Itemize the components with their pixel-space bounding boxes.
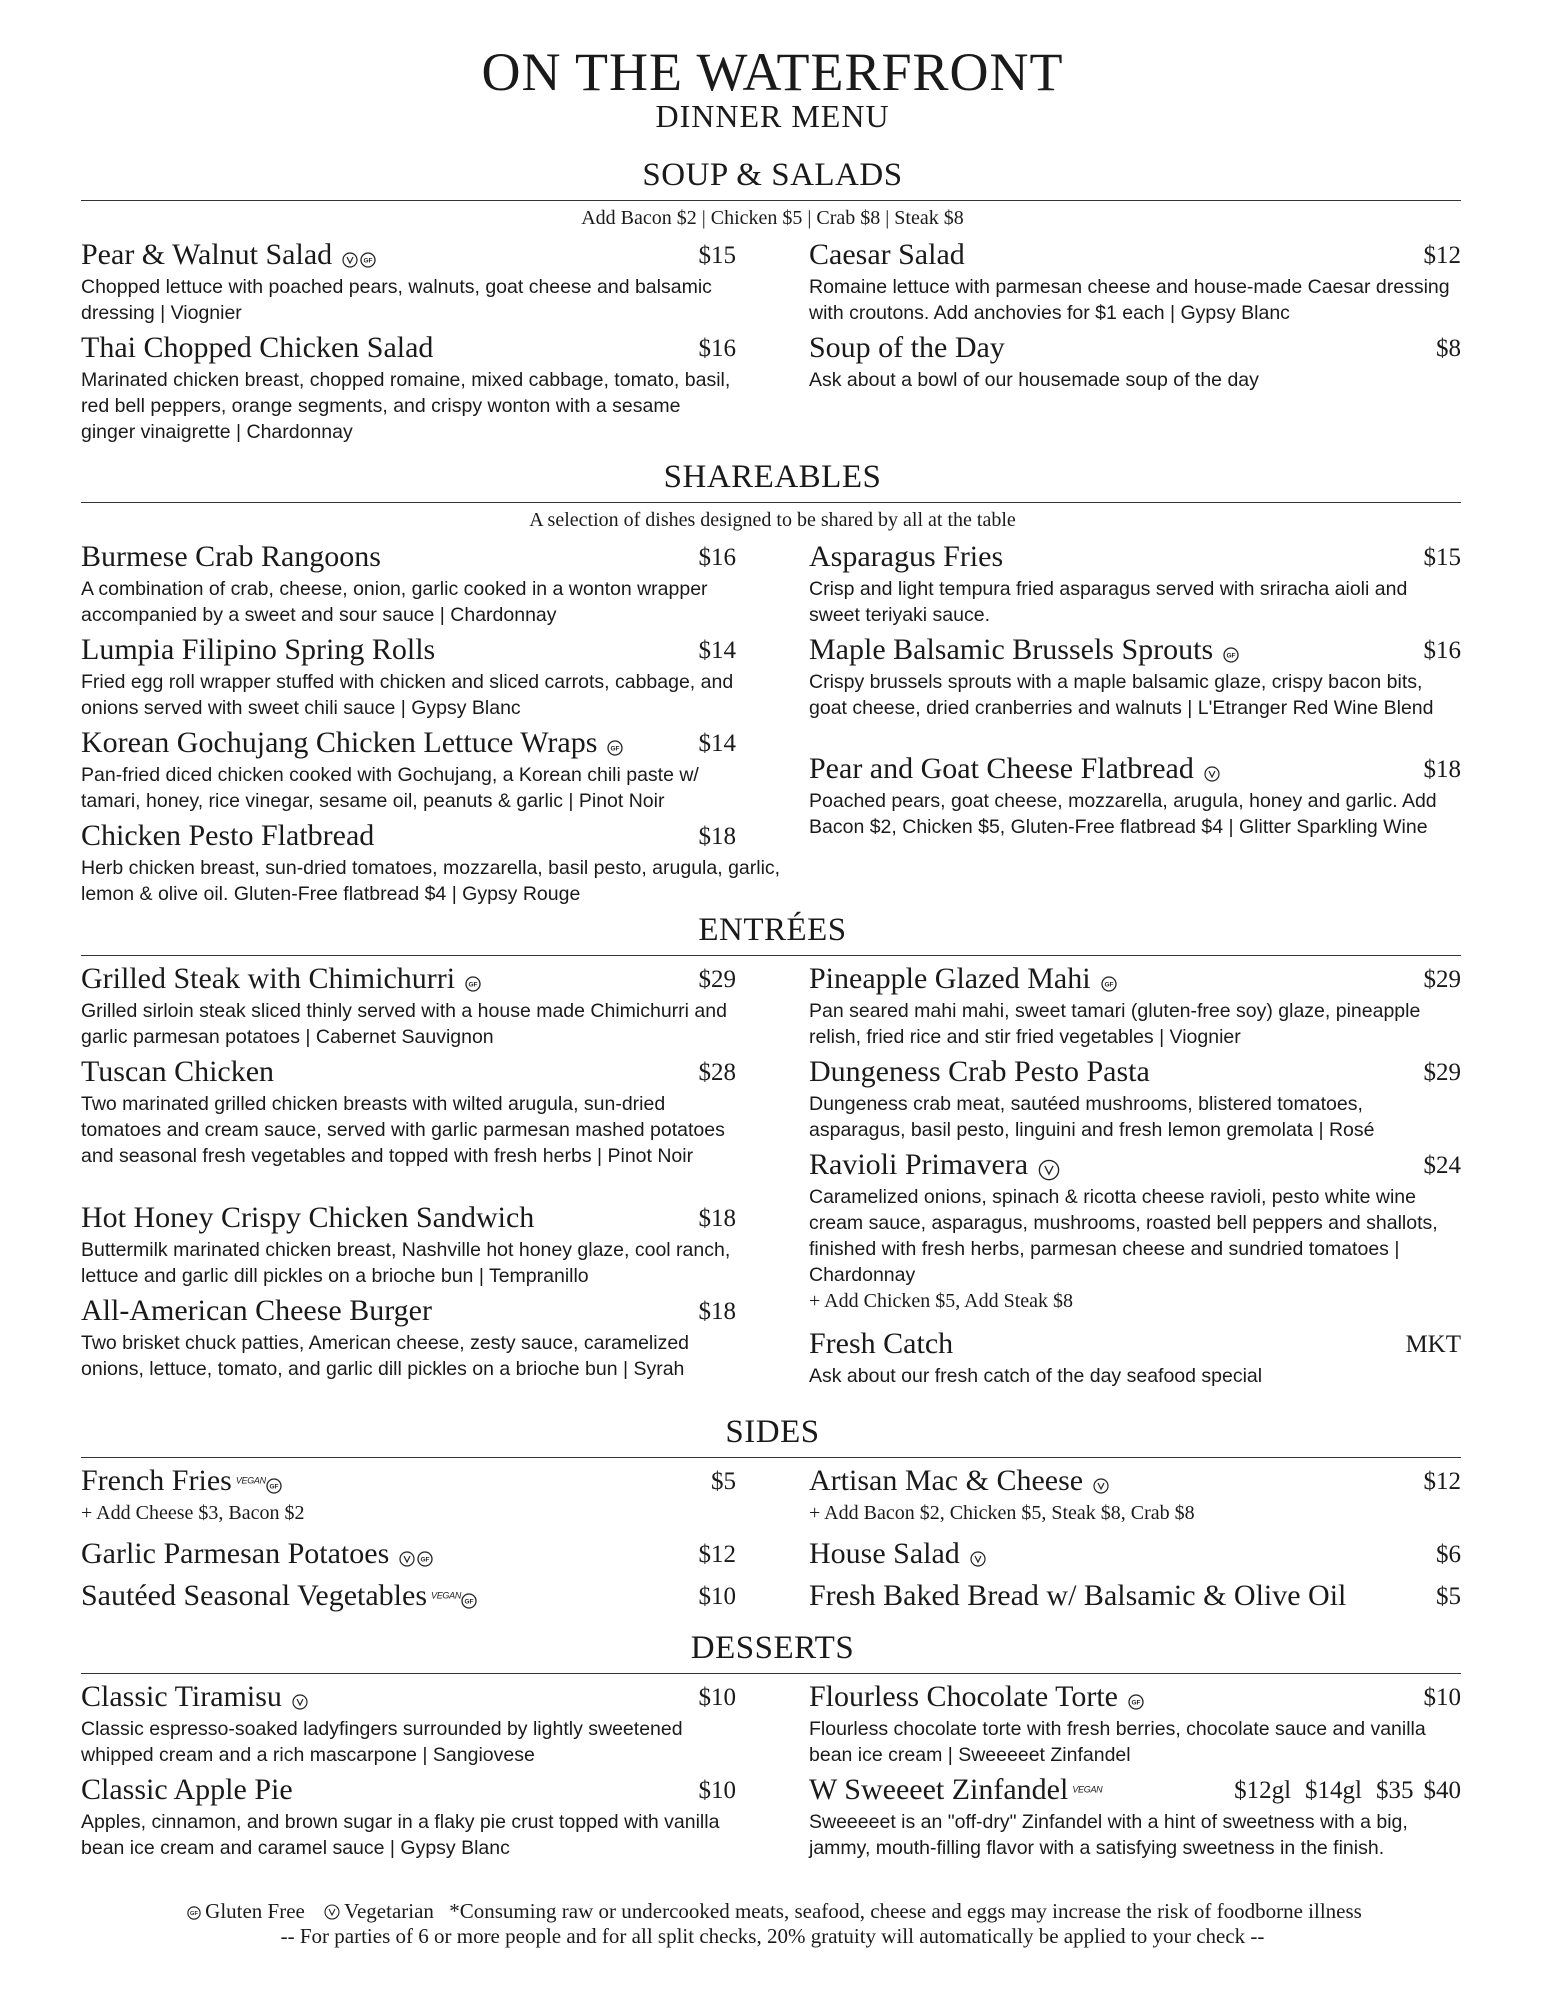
item-price: $12 (1423, 1468, 1461, 1495)
gluten-free-icon (360, 252, 376, 268)
item-name: Fresh Catch (809, 1327, 954, 1360)
svg-text:GF: GF (1131, 1699, 1141, 1707)
section-divider (81, 1457, 1461, 1458)
item-price: $16 (1423, 637, 1461, 664)
item-name: Tuscan Chicken (81, 1055, 275, 1088)
item-price: $28 (698, 1059, 736, 1086)
item-description: Flourless chocolate torte with fresh berries, chocolate sauce and vanilla bean ice cream | Sweeeeet Zinfandel (809, 1718, 1426, 1766)
menu-item (81, 1294, 736, 1382)
item-description: Crisp and light tempura fried asparagus served with sriracha aioli and sweet teriyaki sauce. (809, 578, 1408, 626)
item-name: Flourless Chocolate Torte (809, 1680, 1118, 1713)
item-price: $10 (1423, 1684, 1461, 1711)
item-name: House Salad (809, 1537, 960, 1570)
menu-item (809, 1464, 1461, 1526)
menu-item (809, 331, 1461, 393)
gluten-free-icon (1223, 647, 1239, 663)
item-price: $16 (698, 335, 736, 362)
item-description: Ask about a bowl of our housemade soup of the day (809, 369, 1259, 391)
menu-item (809, 1148, 1461, 1314)
menu-item (809, 1579, 1461, 1615)
vegetarian-icon (1093, 1478, 1109, 1494)
menu-item (81, 726, 736, 814)
legend-gluten-free: Gluten Free (205, 1899, 305, 1923)
section-note-shareables: A selection of dishes designed to be shared by all at the table (529, 509, 1016, 531)
menu-item (809, 1537, 1461, 1573)
section-divider (81, 200, 1461, 201)
item-description: Grilled sirloin steak sliced thinly served with a house made Chimichurri and garlic parmesan potatoes | Cabernet Sauvignon (81, 1000, 727, 1048)
vegan-label: VEGAN (235, 1475, 266, 1486)
svg-text:GF: GF (269, 1483, 279, 1491)
item-price: $18 (698, 1205, 736, 1232)
item-description: Fried egg roll wrapper stuffed with chicken and sliced carrots, cabbage, and onions served with sweet chili sauce | Gypsy Blanc (81, 671, 734, 719)
vegetarian-icon (342, 252, 358, 268)
item-price: $12 (698, 1541, 736, 1568)
item-description: Caramelized onions, spinach & ricotta cheese ravioli, pesto white wine cream sauce, asparagus, mushrooms, roasted bell peppers and shallots, finished with fresh herbs, parmesan cheese and sundried tomatoes | Chardonnay (809, 1186, 1438, 1286)
item-name: Classic Tiramisu (81, 1680, 282, 1713)
item-name: Hot Honey Crispy Chicken Sandwich (81, 1201, 535, 1234)
vegan-label: VEGAN (1072, 1784, 1103, 1795)
item-name: Soup of the Day (809, 331, 1005, 364)
item-name: Pineapple Glazed Mahi (809, 962, 1091, 995)
menu-item (809, 1680, 1461, 1768)
svg-text:GF: GF (190, 1911, 199, 1918)
vegan-label: VEGAN (431, 1590, 462, 1601)
item-name: Garlic Parmesan Potatoes (81, 1537, 390, 1570)
item-description: Herb chicken breast, sun-dried tomatoes, mozzarella, basil pesto, arugula, garlic, lemon & olive oil. Gluten-Free flatbread $4 | Gypsy Rouge (81, 857, 781, 905)
menu-item (81, 331, 736, 445)
item-description: Classic espresso-soaked ladyfingers surrounded by lightly sweetened whipped cream and a rich mascarpone | Sangiovese (81, 1718, 683, 1766)
svg-text:GF: GF (610, 745, 620, 753)
menu-item (809, 1327, 1461, 1389)
section-heading-entrees: ENTRÉES (698, 912, 847, 948)
item-description: Sweeeeet is an "off-dry" Zinfandel with a hint of sweetness with a big, jammy, mouth-filling flavor with a satisfying sweetness in the finish. (809, 1811, 1408, 1859)
menu-item (81, 1464, 736, 1526)
section-note-addons: Add Bacon $2 | Chicken $5 | Crab $8 | Steak $8 (581, 207, 964, 229)
menu-item (81, 1537, 736, 1573)
svg-text:GF: GF (420, 1556, 430, 1564)
item-price: $18 (1423, 756, 1461, 783)
item-description: Buttermilk marinated chicken breast, Nashville hot honey glaze, cool ranch, lettuce and garlic dill pickles on a brioche bun | Tempranillo (81, 1239, 731, 1287)
item-addon-note: + Add Chicken $5, Add Steak $8 (809, 1290, 1074, 1312)
item-price: $16 (698, 544, 736, 571)
menu-item (81, 1201, 736, 1289)
section-divider (81, 502, 1461, 503)
item-name: Pear and Goat Cheese Flatbread (809, 752, 1194, 785)
section-heading-sides: SIDES (725, 1414, 820, 1450)
vegetarian-icon (970, 1551, 986, 1567)
item-name: Ravioli Primavera (809, 1148, 1029, 1181)
item-name: All-American Cheese Burger (81, 1294, 432, 1327)
item-description: Two marinated grilled chicken breasts with wilted arugula, sun-dried tomatoes and cream sauce, served with garlic parmesan mashed potatoes and seasonal fresh vegetables and topped with fresh herbs | Pinot Noir (81, 1093, 725, 1167)
menu-item (809, 540, 1461, 628)
item-price: $29 (1423, 966, 1461, 993)
item-price: $29 (698, 966, 736, 993)
svg-text:GF: GF (1226, 652, 1236, 660)
item-name: Lumpia Filipino Spring Rolls (81, 633, 436, 666)
legend-vegetarian: Vegetarian (344, 1899, 434, 1923)
menu-item (81, 962, 736, 1050)
item-price: $29 (1423, 1059, 1461, 1086)
item-price: $35 (1376, 1777, 1414, 1804)
item-price: $10 (698, 1583, 736, 1610)
section-divider (81, 955, 1461, 956)
item-price: $14gl (1305, 1777, 1362, 1804)
item-description: Chopped lettuce with poached pears, walnuts, goat cheese and balsamic dressing | Viognier (81, 276, 712, 324)
item-name: Sautéed Seasonal Vegetables (81, 1579, 428, 1612)
item-name: Thai Chopped Chicken Salad (81, 331, 434, 364)
svg-text:GF: GF (468, 981, 478, 989)
menu-item (809, 1773, 1461, 1861)
menu-subtitle: DINNER MENU (655, 98, 890, 134)
item-name: Dungeness Crab Pesto Pasta (809, 1055, 1150, 1088)
item-name: Caesar Salad (809, 238, 965, 271)
menu-item (81, 1579, 736, 1615)
menu-item (809, 633, 1461, 721)
item-description: Apples, cinnamon, and brown sugar in a flaky pie crust topped with vanilla bean ice cream and caramel sauce | Gypsy Blanc (81, 1811, 720, 1859)
item-description: Pan seared mahi mahi, sweet tamari (gluten-free soy) glaze, pineapple relish, fried rice and stir fried vegetables | Viognier (809, 1000, 1421, 1048)
item-price: $8 (1436, 335, 1461, 362)
item-price: $10 (698, 1684, 736, 1711)
item-price: $10 (698, 1777, 736, 1804)
item-description: Pan-fried diced chicken cooked with Gochujang, a Korean chili paste w/ tamari, honey, rice vinegar, sesame oil, peanuts & garlic | Pinot Noir (81, 764, 699, 812)
menu-item (81, 1773, 736, 1861)
item-name: Grilled Steak with Chimichurri (81, 962, 456, 995)
gluten-free-icon (607, 740, 623, 756)
section-divider (81, 1673, 1461, 1674)
item-name: W Sweeeet Zinfandel (809, 1773, 1069, 1806)
menu-item (81, 819, 801, 907)
item-price: $5 (1436, 1583, 1461, 1610)
item-name: Maple Balsamic Brussels Sprouts (809, 633, 1214, 666)
gluten-free-icon (417, 1551, 433, 1567)
gluten-free-icon (266, 1478, 282, 1494)
item-price: $18 (698, 1298, 736, 1325)
vegetarian-icon (1038, 1159, 1060, 1181)
item-description: A combination of crab, cheese, onion, garlic cooked in a wonton wrapper accompanied by a sweet and sour sauce | Chardonnay (81, 578, 708, 626)
item-description: Poached pears, goat cheese, mozzarella, arugula, honey and garlic. Add Bacon $2, Chicken $5, Gluten-Free flatbread $4 | Glitter Sparkling Wine (809, 790, 1437, 838)
item-name: Korean Gochujang Chicken Lettuce Wraps (81, 726, 598, 759)
item-price: $12gl (1234, 1777, 1292, 1804)
item-name: Burmese Crab Rangoons (81, 540, 381, 573)
item-addon-note: + Add Bacon $2, Chicken $5, Steak $8, Crab $8 (809, 1502, 1195, 1524)
item-name: Pear & Walnut Salad (81, 238, 333, 271)
vegetarian-icon (292, 1694, 308, 1710)
gluten-free-icon (1101, 976, 1117, 992)
item-name: Asparagus Fries (809, 540, 1004, 573)
item-description: Two brisket chuck patties, American cheese, zesty sauce, caramelized onions, lettuce, tomato, and garlic dill pickles on a brioche bun | Syrah (81, 1332, 690, 1380)
menu-item (809, 752, 1461, 840)
item-price: $12 (1423, 242, 1461, 269)
item-price: $6 (1436, 1541, 1461, 1568)
consumption-warning: *Consuming raw or undercooked meats, seafood, cheese and eggs may increase the risk of foodborne illness (449, 1899, 1362, 1923)
item-price: $14 (698, 637, 736, 664)
item-description: Ask about our fresh catch of the day seafood special (809, 1365, 1263, 1387)
item-description: Dungeness crab meat, sautéed mushrooms, blistered tomatoes, asparagus, basil pesto, linguini and fresh lemon gremolata | Rosé (809, 1093, 1375, 1141)
item-description: Crispy brussels sprouts with a maple balsamic glaze, crispy bacon bits, goat cheese, dried cranberries and walnuts | L'Etranger Red Wine Blend (809, 671, 1434, 719)
item-price: $15 (698, 242, 736, 269)
item-name: Artisan Mac & Cheese (809, 1464, 1084, 1497)
gratuity-notice: -- For parties of 6 or more people and for all split checks, 20% gratuity will automatically be applied to your check -- (280, 1924, 1265, 1948)
section-heading-shareables: SHAREABLES (663, 459, 882, 495)
vegetarian-icon (1204, 766, 1220, 782)
gluten-free-icon (461, 1593, 477, 1609)
menu-item (809, 962, 1461, 1050)
section-heading-soup-salads: SOUP & SALADS (642, 157, 903, 193)
menu-item (81, 633, 736, 721)
item-name: French Fries (81, 1464, 232, 1497)
item-name: Chicken Pesto Flatbread (81, 819, 375, 852)
item-price: $18 (698, 823, 736, 850)
svg-text:GF: GF (363, 257, 373, 265)
item-name: Fresh Baked Bread w/ Balsamic & Olive Oil (809, 1579, 1347, 1612)
item-price: $15 (1423, 544, 1461, 571)
wine-price-list (1220, 1773, 1461, 1809)
menu-item (81, 1680, 736, 1768)
vegetarian-icon (324, 1901, 340, 1925)
item-name: Classic Apple Pie (81, 1773, 293, 1806)
gluten-free-icon (465, 976, 481, 992)
item-price: $14 (698, 730, 736, 757)
item-description: Romaine lettuce with parmesan cheese and house-made Caesar dressing with croutons. Add anchovies for $1 each | Gypsy Blanc (809, 276, 1450, 324)
item-description: Marinated chicken breast, chopped romaine, mixed cabbage, tomato, basil, red bell peppers, orange segments, and crispy wonton with a sesame ginger vinaigrette | Chardonnay (81, 369, 731, 443)
menu-item (809, 1055, 1461, 1143)
svg-text:GF: GF (464, 1598, 474, 1606)
menu-item (81, 540, 736, 628)
gluten-free-icon (187, 1901, 201, 1925)
menu-item (81, 1055, 736, 1169)
item-price: $5 (711, 1468, 736, 1495)
item-price: MKT (1405, 1331, 1461, 1358)
restaurant-title: ON THE WATERFRONT (481, 42, 1064, 102)
svg-text:GF: GF (1104, 981, 1114, 989)
menu-item (81, 238, 736, 326)
footer-legend (0, 1899, 1545, 1925)
vegetarian-icon (399, 1551, 415, 1567)
item-price: $40 (1423, 1777, 1461, 1804)
menu-item (809, 238, 1461, 326)
item-addon-note: + Add Cheese $3, Bacon $2 (81, 1502, 305, 1524)
section-heading-desserts: DESSERTS (690, 1630, 855, 1666)
item-price: $24 (1423, 1152, 1461, 1179)
gluten-free-icon (1128, 1694, 1144, 1710)
